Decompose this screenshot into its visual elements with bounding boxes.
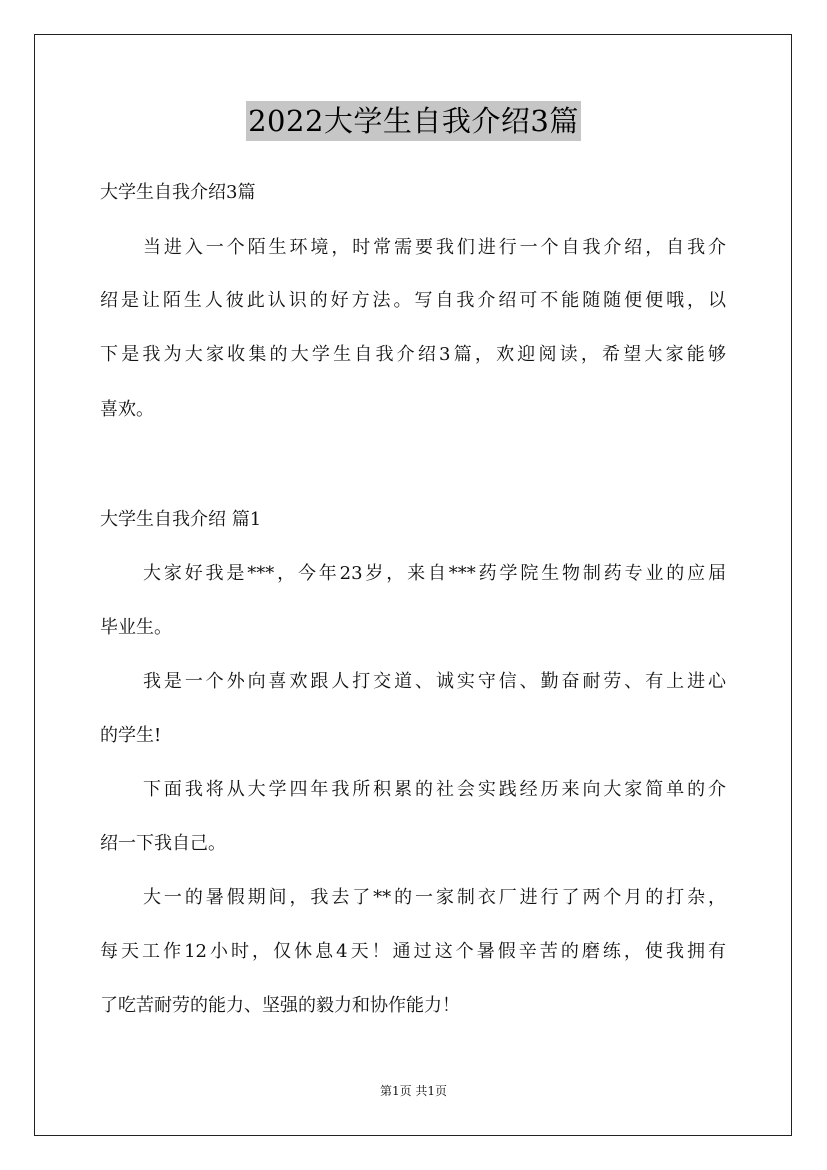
paragraph-line: 下是我为大家收集的大学生自我介绍3篇，欢迎阅读，希望大家能够 [100,344,726,365]
paragraph-line: 绍一下我自己。 [100,833,226,854]
document-title: 2022大学生自我介绍3篇 [246,101,581,141]
subtitle-line: 大学生自我介绍3篇 [100,182,256,203]
title-container [0,101,827,141]
paragraph-line: 下面我将从大学四年我所积累的社会实践经历来向大家简单的介 [143,779,726,800]
paragraph-line: 了吃苦耐劳的能力、坚强的毅力和协作能力！ [100,995,460,1016]
paragraph-line: 每天工作12小时，仅休息4天！通过这个暑假辛苦的磨练，使我拥有 [100,941,726,962]
paragraph-line: 绍是让陌生人彼此认识的好方法。写自我介绍可不能随随便便哦，以 [100,290,726,311]
page-footer: 第1页 共1页 [379,1084,448,1098]
paragraph-line: 当进入一个陌生环境，时常需要我们进行一个自我介绍，自我介 [143,237,726,258]
paragraph-line: 大一的暑假期间，我去了**的一家制衣厂进行了两个月的打杂， [143,887,726,908]
paragraph-line: 的学生! [100,725,162,746]
paragraph-line: 大家好我是***，今年23岁，来自***药学院生物制药专业的应届 [143,563,726,584]
paragraph-line: 毕业生。 [100,617,172,638]
section-heading: 大学生自我介绍 篇1 [100,509,262,530]
paragraph-line: 我是一个外向喜欢跟人打交道、诚实守信、勤奋耐劳、有上进心 [143,671,726,692]
paragraph-line: 喜欢。 [100,399,154,420]
